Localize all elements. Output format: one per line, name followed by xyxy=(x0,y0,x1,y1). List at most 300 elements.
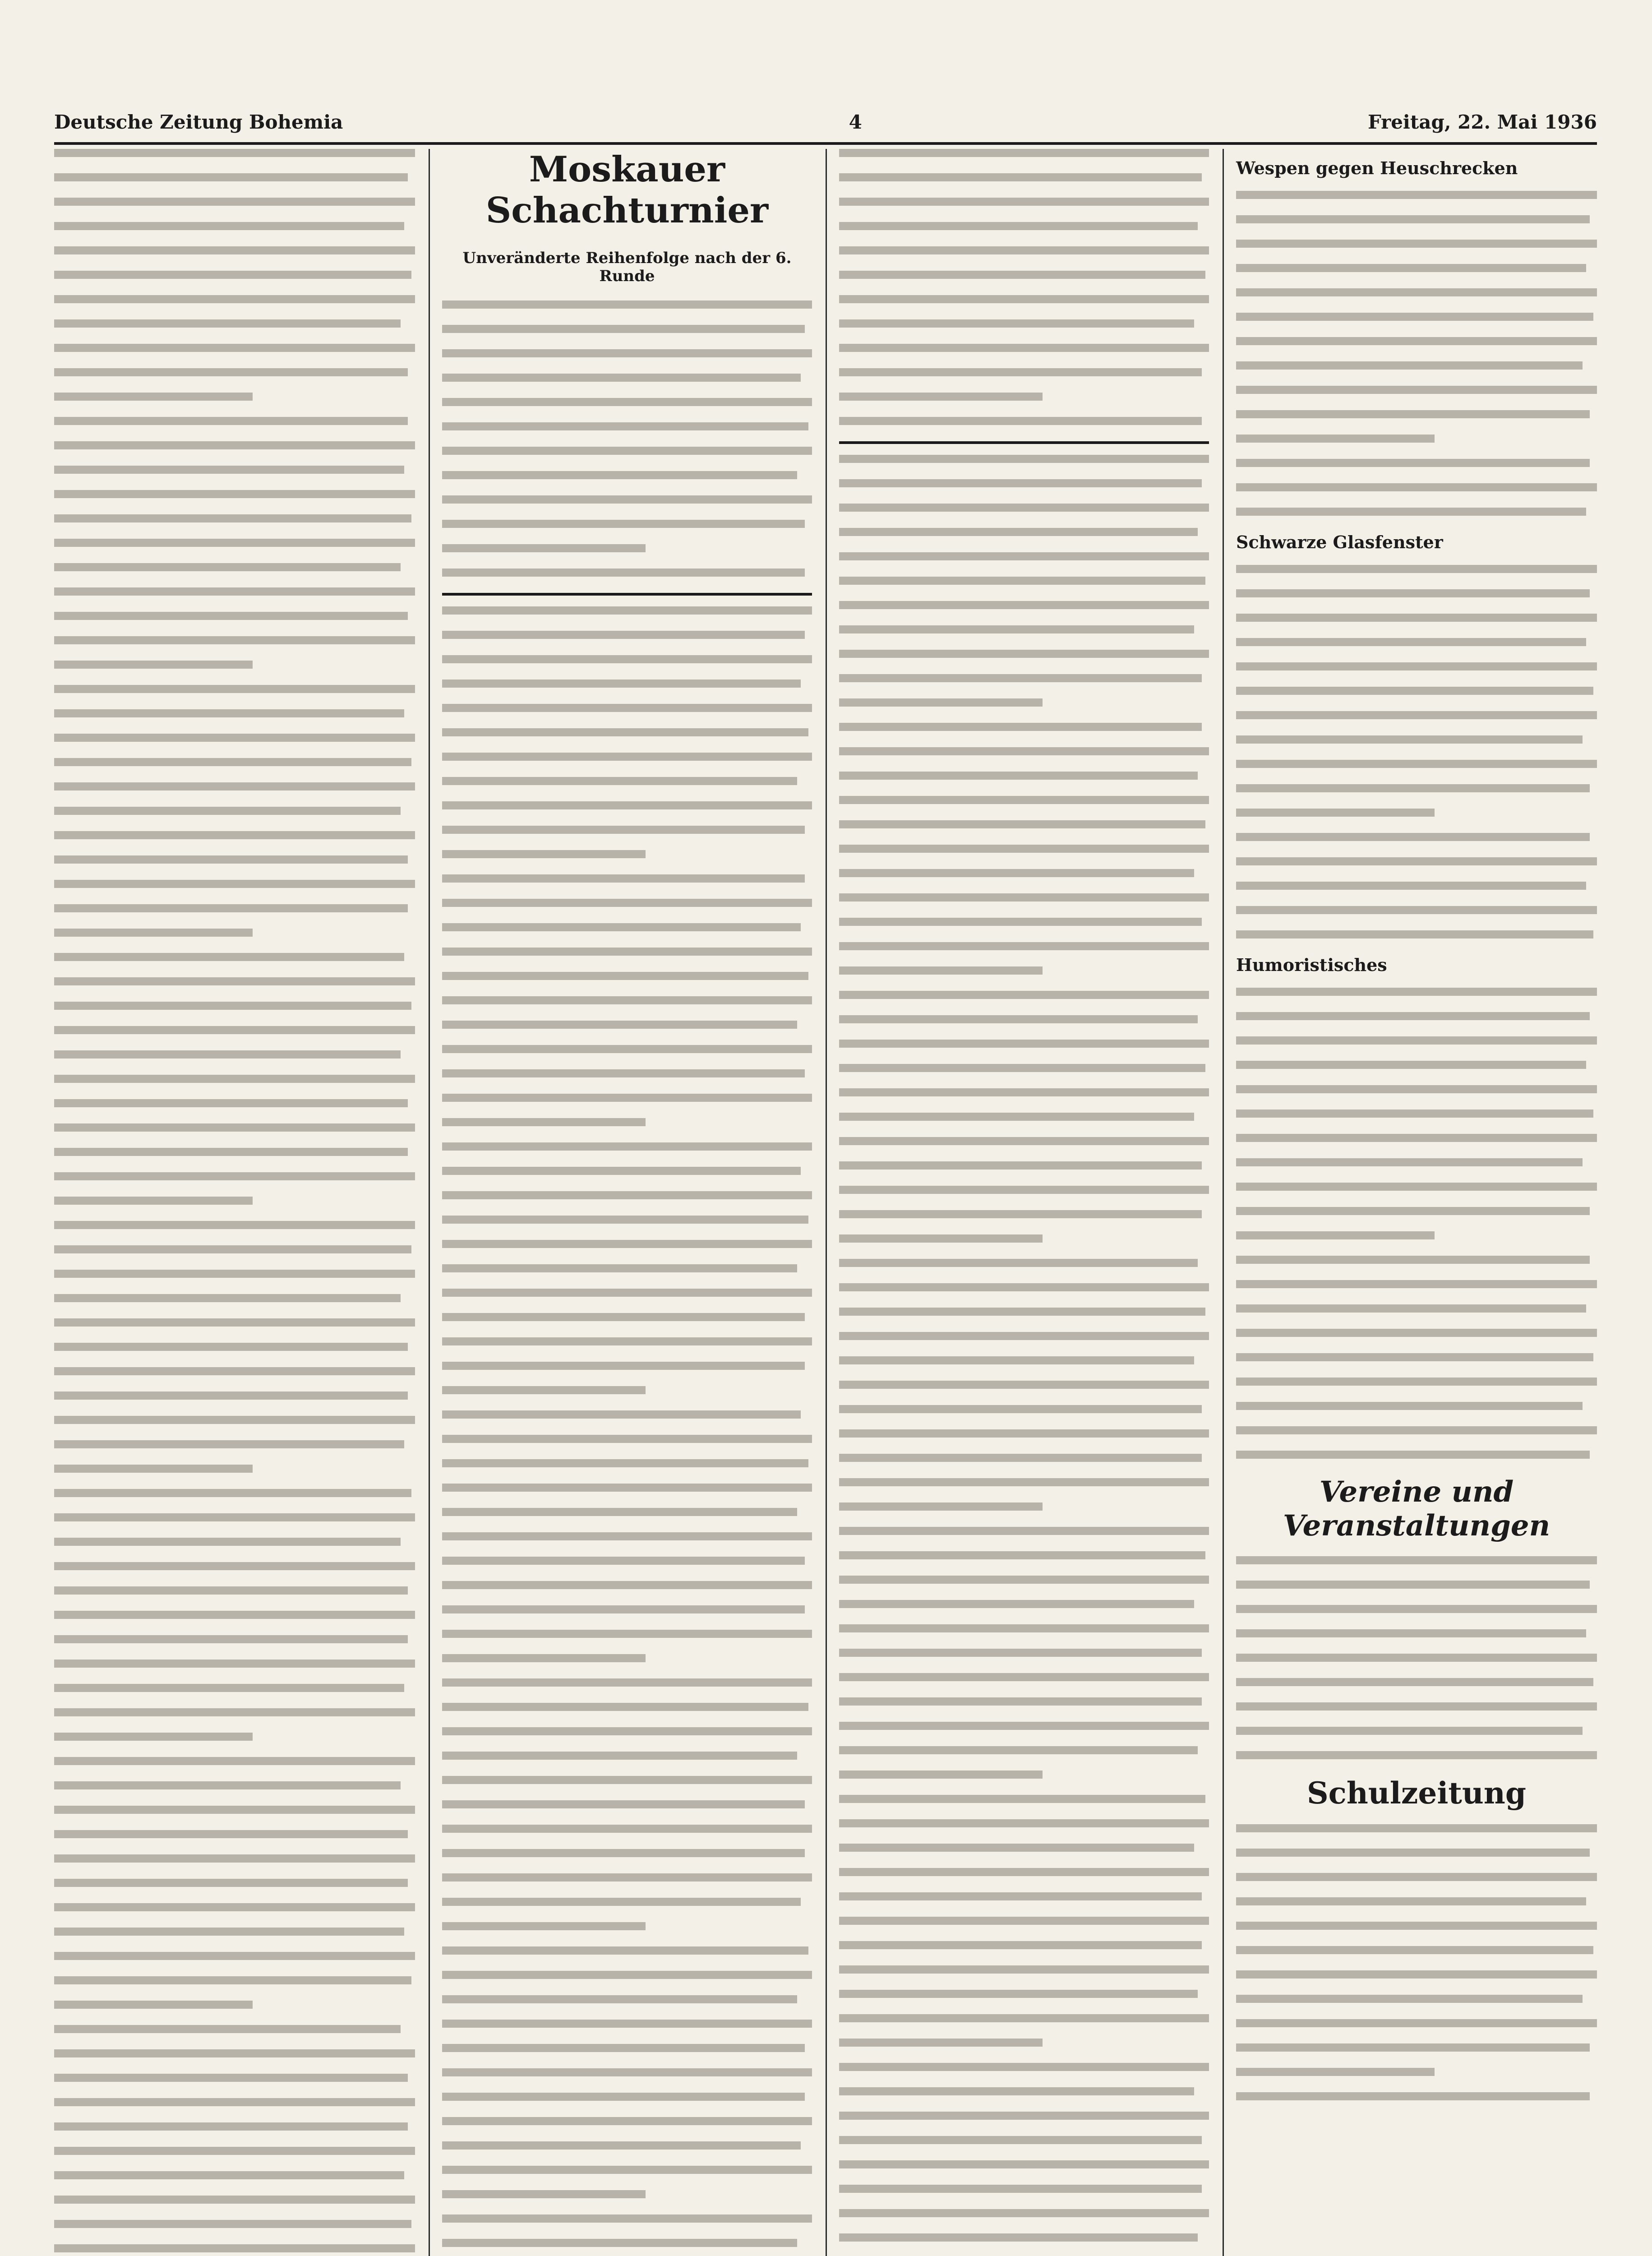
section-heading: Schwarze Glasfenster xyxy=(1236,532,1443,552)
text-line xyxy=(1236,1353,1593,1361)
text-line xyxy=(1236,1922,1597,1930)
text-line xyxy=(1236,1256,1590,1264)
text-line xyxy=(442,2044,805,2052)
text-line xyxy=(839,198,1209,206)
text-line xyxy=(839,1649,1202,1657)
text-line xyxy=(54,1611,415,1619)
text-line xyxy=(839,1113,1194,1121)
text-line xyxy=(839,1868,1209,1876)
text-line xyxy=(442,850,646,858)
text-line xyxy=(54,1099,408,1107)
text-line xyxy=(54,1513,415,1521)
text-line xyxy=(442,495,812,504)
text-line xyxy=(54,904,408,912)
text-line xyxy=(1236,2092,1590,2100)
text-line xyxy=(442,923,801,931)
text-line xyxy=(54,1733,253,1741)
text-line xyxy=(54,246,415,254)
article-headline: Moskauer Schachturnier xyxy=(485,149,769,231)
text-line xyxy=(54,1026,415,1034)
column-divider xyxy=(1223,149,1224,2256)
text-line xyxy=(54,149,415,157)
text-line xyxy=(839,2087,1194,2095)
text-line xyxy=(54,1270,415,1278)
text-line xyxy=(1236,2068,1435,2076)
text-line xyxy=(442,826,805,834)
text-line xyxy=(1236,1036,1597,1045)
text-line xyxy=(54,1197,253,1205)
text-line xyxy=(442,2166,812,2174)
text-line xyxy=(54,1343,408,1351)
text-line xyxy=(442,447,812,455)
section-title: Schulzeitung xyxy=(1306,1775,1527,1811)
text-line xyxy=(54,636,415,644)
text-line xyxy=(442,1995,797,2003)
page-number: 4 xyxy=(849,111,862,133)
text-line xyxy=(1236,1897,1586,1905)
text-line xyxy=(54,1854,415,1863)
text-line xyxy=(839,1088,1209,1096)
text-line xyxy=(839,1795,1205,1803)
text-line xyxy=(54,1586,408,1595)
text-line xyxy=(1236,1110,1593,1118)
text-line xyxy=(839,271,1205,279)
text-line xyxy=(54,2025,401,2033)
text-line xyxy=(1236,930,1593,938)
text-line xyxy=(1236,410,1590,418)
text-line xyxy=(54,612,408,620)
text-line xyxy=(1236,857,1597,865)
text-line xyxy=(54,417,408,425)
text-line xyxy=(1236,191,1597,199)
section-heading: Humoristisches xyxy=(1236,955,1387,975)
text-line xyxy=(442,300,812,309)
text-line xyxy=(1236,459,1590,467)
text-line xyxy=(1236,435,1435,443)
text-line xyxy=(54,2098,415,2106)
section-heading: Wespen gegen Heuschrecken xyxy=(1236,158,1518,178)
text-line xyxy=(839,479,1202,487)
text-line xyxy=(839,1356,1194,1364)
text-line xyxy=(54,1708,415,1716)
text-line xyxy=(54,1245,411,1253)
text-line xyxy=(54,1757,415,1765)
text-line xyxy=(54,758,411,766)
text-line xyxy=(54,1660,415,1668)
text-line xyxy=(1236,1727,1583,1735)
text-line xyxy=(839,1819,1209,1827)
text-line xyxy=(839,918,1202,926)
text-line xyxy=(442,1752,797,1760)
text-line xyxy=(54,1781,401,1789)
text-line xyxy=(1236,1402,1583,1410)
text-line xyxy=(839,991,1209,999)
text-line xyxy=(442,728,808,736)
text-line xyxy=(442,2239,797,2247)
text-line xyxy=(839,246,1209,254)
text-line xyxy=(1236,1426,1597,1434)
text-line xyxy=(442,1557,805,1565)
text-line xyxy=(839,893,1209,901)
text-line xyxy=(54,2147,415,2155)
text-line xyxy=(442,1800,805,1808)
text-line xyxy=(442,2068,812,2076)
text-line xyxy=(1236,1605,1597,1613)
text-line xyxy=(1236,784,1590,792)
text-line xyxy=(54,2220,411,2228)
text-line xyxy=(54,1148,408,1156)
text-line xyxy=(54,1879,408,1887)
text-line xyxy=(839,1576,1209,1584)
text-line xyxy=(54,734,415,742)
text-line xyxy=(1236,1304,1586,1313)
text-line xyxy=(442,1191,812,1199)
text-line xyxy=(442,1216,808,1224)
text-line xyxy=(1236,1970,1597,1979)
text-line xyxy=(839,772,1198,780)
text-line xyxy=(442,1727,812,1735)
text-line xyxy=(442,520,805,528)
text-line xyxy=(54,1392,408,1400)
text-line xyxy=(442,1118,646,1126)
text-line xyxy=(54,782,415,791)
text-line xyxy=(54,1416,415,1424)
text-line xyxy=(442,631,805,639)
text-line xyxy=(839,1454,1202,1462)
text-line xyxy=(839,2063,1209,2071)
text-line xyxy=(442,2093,805,2101)
text-line xyxy=(1236,833,1590,841)
text-line xyxy=(1236,1556,1597,1564)
text-line xyxy=(839,796,1209,804)
text-line xyxy=(1236,1702,1597,1710)
text-line xyxy=(442,1849,805,1857)
text-line xyxy=(54,368,408,376)
text-line xyxy=(1236,240,1597,248)
text-line xyxy=(442,1532,812,1540)
text-line xyxy=(839,2014,1209,2022)
text-line xyxy=(442,471,797,479)
text-line xyxy=(54,2122,408,2131)
text-line xyxy=(1236,1824,1597,1832)
text-line xyxy=(1236,1678,1593,1686)
text-line xyxy=(839,698,1043,707)
text-line xyxy=(442,948,812,956)
text-line xyxy=(1236,1378,1597,1386)
text-line xyxy=(1236,711,1597,719)
text-line xyxy=(442,2190,646,2198)
text-line xyxy=(839,650,1209,658)
text-line xyxy=(1236,1451,1590,1459)
text-line xyxy=(839,1722,1209,1730)
text-line xyxy=(839,942,1209,950)
text-line xyxy=(442,1435,812,1443)
text-line xyxy=(442,1386,646,1394)
text-line xyxy=(1236,1873,1597,1881)
text-line xyxy=(839,1624,1209,1632)
text-line xyxy=(839,1283,1209,1291)
text-line xyxy=(442,1142,812,1151)
text-line xyxy=(442,1776,812,1784)
text-line xyxy=(442,1167,801,1175)
text-line xyxy=(839,1429,1209,1438)
text-line xyxy=(839,2136,1202,2144)
text-line xyxy=(839,552,1209,560)
text-line xyxy=(442,606,812,615)
text-line xyxy=(1236,313,1593,321)
text-line xyxy=(442,2214,812,2223)
text-line xyxy=(442,1678,812,1687)
text-line xyxy=(1236,1995,1583,2003)
text-line xyxy=(839,504,1209,512)
text-line xyxy=(1236,589,1590,597)
text-line xyxy=(442,899,812,907)
text-line xyxy=(839,319,1194,328)
text-line xyxy=(839,1478,1209,1486)
text-line xyxy=(839,625,1194,633)
text-line xyxy=(839,1308,1205,1316)
text-line xyxy=(54,977,415,985)
text-line xyxy=(54,1221,415,1229)
text-line xyxy=(839,1332,1209,1340)
text-line xyxy=(839,1892,1202,1900)
text-line xyxy=(442,1337,812,1345)
text-line xyxy=(442,1069,805,1077)
text-line xyxy=(442,1484,812,1492)
text-line xyxy=(839,222,1198,230)
text-line xyxy=(1236,1231,1435,1239)
text-line xyxy=(839,1137,1209,1145)
text-line xyxy=(839,2209,1209,2217)
text-line xyxy=(839,344,1209,352)
text-line xyxy=(1236,2043,1590,2052)
text-line xyxy=(442,1045,812,1053)
text-line xyxy=(54,490,415,498)
text-line xyxy=(442,996,812,1004)
text-line xyxy=(1236,1946,1593,1954)
text-line xyxy=(442,1873,812,1882)
text-line xyxy=(839,577,1205,585)
text-line xyxy=(442,1362,805,1370)
text-line xyxy=(54,1976,411,1984)
text-line xyxy=(839,966,1043,975)
text-line xyxy=(1236,386,1597,394)
text-line xyxy=(54,393,253,401)
text-line xyxy=(442,2141,801,2150)
text-line xyxy=(54,2196,415,2204)
text-line xyxy=(442,704,812,712)
text-line xyxy=(839,1600,1194,1608)
text-line xyxy=(1236,483,1597,491)
text-line xyxy=(839,845,1209,853)
text-line xyxy=(54,1538,401,1546)
text-line xyxy=(442,1021,797,1029)
text-line xyxy=(54,514,411,522)
text-line xyxy=(1236,1629,1586,1637)
column-1 xyxy=(54,149,415,2256)
text-line xyxy=(54,1903,415,1911)
text-line xyxy=(54,539,415,547)
text-line xyxy=(442,1264,797,1272)
text-line xyxy=(1236,565,1597,573)
text-line xyxy=(839,747,1209,755)
text-line xyxy=(839,1381,1209,1389)
text-line xyxy=(442,1922,646,1930)
text-line xyxy=(54,1928,404,1936)
text-line xyxy=(1236,361,1583,370)
text-line xyxy=(839,1405,1202,1413)
text-line xyxy=(839,1673,1209,1681)
text-line xyxy=(1236,1012,1590,1020)
text-line xyxy=(54,831,415,839)
horizontal-rule xyxy=(442,593,812,596)
text-line xyxy=(1236,988,1597,996)
text-line xyxy=(54,1635,408,1643)
text-line xyxy=(839,1259,1198,1267)
text-line xyxy=(54,198,415,206)
text-line xyxy=(839,393,1043,401)
text-line xyxy=(1236,1329,1597,1337)
text-line xyxy=(54,880,415,888)
text-line xyxy=(839,601,1209,609)
text-line xyxy=(442,1240,812,1248)
text-line xyxy=(839,1527,1209,1535)
text-line xyxy=(839,2185,1202,2193)
text-line xyxy=(54,661,253,669)
text-line xyxy=(839,417,1202,425)
text-line xyxy=(54,1830,408,1838)
text-line xyxy=(839,1234,1043,1243)
column-4 xyxy=(1236,149,1597,2117)
text-line xyxy=(54,587,415,596)
text-line xyxy=(442,1825,812,1833)
text-line xyxy=(442,2020,812,2028)
text-line xyxy=(54,1489,411,1497)
text-line xyxy=(54,1172,415,1180)
text-line xyxy=(839,1844,1194,1852)
text-line xyxy=(442,801,812,809)
text-line xyxy=(839,1040,1209,1048)
text-line xyxy=(839,2233,1198,2242)
text-line xyxy=(442,1703,808,1711)
text-line xyxy=(54,953,404,961)
text-line xyxy=(54,563,401,571)
text-line xyxy=(442,422,808,430)
text-line xyxy=(1236,215,1590,223)
text-line xyxy=(839,173,1202,181)
text-line xyxy=(54,807,401,815)
text-line xyxy=(1236,1280,1597,1288)
text-line xyxy=(1236,614,1597,622)
text-line xyxy=(1236,1849,1590,1857)
text-line xyxy=(442,325,805,333)
text-line xyxy=(442,1581,812,1589)
section-title: Vereine und Veranstaltungen xyxy=(1283,1475,1550,1543)
text-line xyxy=(442,1508,797,1516)
text-line xyxy=(442,544,646,552)
text-line xyxy=(839,1186,1209,1194)
text-line xyxy=(442,1289,812,1297)
text-line xyxy=(839,1917,1209,1925)
text-line xyxy=(839,368,1202,376)
text-line xyxy=(1236,906,1597,914)
text-line xyxy=(839,1941,1202,1949)
text-line xyxy=(839,1015,1198,1023)
text-line xyxy=(54,1318,415,1327)
text-line xyxy=(1236,1581,1590,1589)
text-line xyxy=(442,2117,812,2125)
text-line xyxy=(54,709,404,717)
text-line xyxy=(839,1697,1202,1706)
text-line xyxy=(442,972,808,980)
text-line xyxy=(442,1898,801,1906)
text-line xyxy=(442,1971,812,1979)
text-line xyxy=(54,1465,253,1473)
text-line xyxy=(54,222,404,230)
text-line xyxy=(54,344,415,352)
text-line xyxy=(442,1605,805,1613)
text-line xyxy=(54,1952,415,1960)
text-line xyxy=(1236,1183,1597,1191)
text-line xyxy=(839,1990,1198,1998)
text-line xyxy=(442,398,812,406)
text-line xyxy=(54,319,401,328)
text-line xyxy=(839,820,1205,828)
text-line xyxy=(442,1094,812,1102)
text-line xyxy=(442,374,801,382)
text-line xyxy=(839,149,1209,157)
text-line xyxy=(54,271,411,279)
text-line xyxy=(54,1002,411,1010)
text-line xyxy=(442,777,797,785)
text-line xyxy=(54,1367,415,1375)
text-line xyxy=(442,655,812,663)
text-line xyxy=(1236,760,1597,768)
newspaper-name: Deutsche Zeitung Bohemia xyxy=(54,111,343,133)
text-line xyxy=(54,1123,415,1132)
text-line xyxy=(54,855,408,864)
text-line xyxy=(839,2160,1209,2168)
text-line xyxy=(1236,662,1597,670)
text-line xyxy=(442,1630,812,1638)
text-line xyxy=(1236,288,1597,296)
text-line xyxy=(839,723,1202,731)
text-line xyxy=(442,753,812,761)
text-line xyxy=(839,528,1198,536)
text-line xyxy=(1236,264,1586,272)
text-line xyxy=(1236,2019,1597,2027)
text-line xyxy=(54,1806,415,1814)
text-line xyxy=(839,455,1209,463)
text-line xyxy=(839,1210,1202,1218)
column-3 xyxy=(839,149,1209,2256)
text-line xyxy=(1236,882,1586,890)
masthead xyxy=(54,102,1597,145)
column-2 xyxy=(442,149,812,2256)
text-line xyxy=(1236,1061,1586,1069)
text-line xyxy=(1236,1654,1597,1662)
text-line xyxy=(54,1075,415,1083)
text-line xyxy=(54,466,404,474)
text-line xyxy=(54,1050,401,1059)
text-line xyxy=(839,869,1194,877)
text-line xyxy=(839,1551,1205,1559)
issue-date: Freitag, 22. Mai 1936 xyxy=(1368,111,1597,133)
text-line xyxy=(54,1684,404,1692)
horizontal-rule xyxy=(839,441,1209,444)
text-line xyxy=(54,441,415,449)
text-line xyxy=(839,1771,1043,1779)
